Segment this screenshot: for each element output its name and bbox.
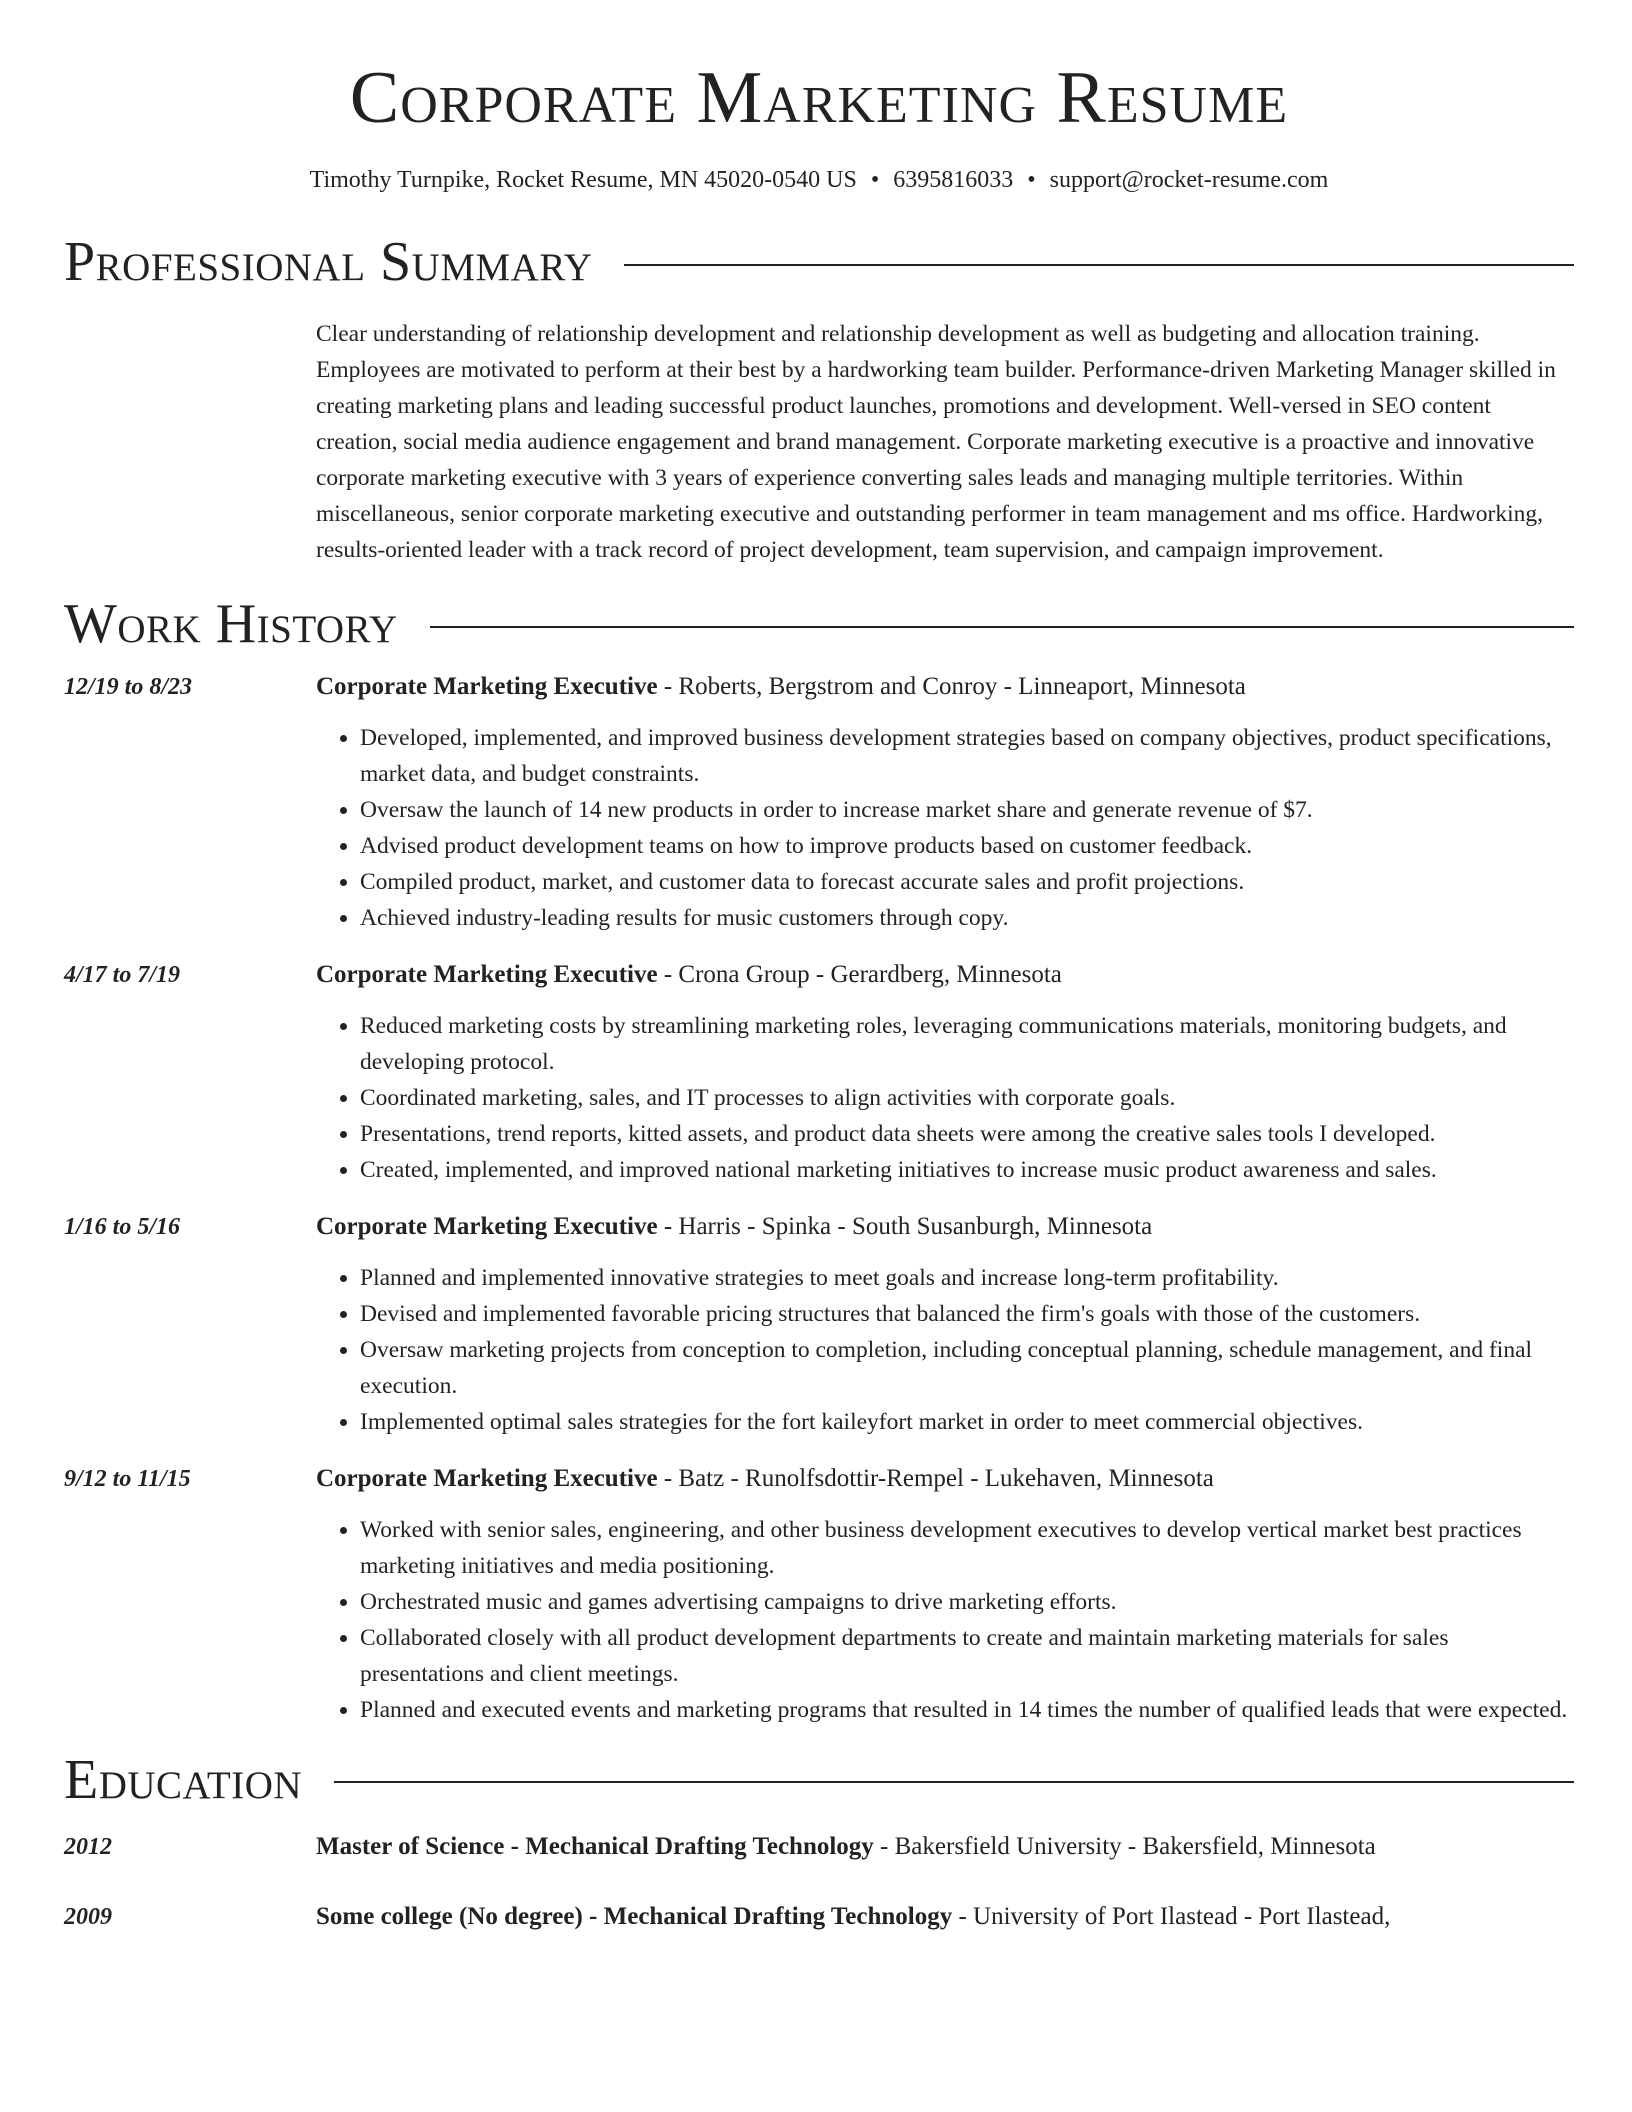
education-school: - University of Port Ilastead - Port Ilastead, bbox=[952, 1903, 1391, 1931]
job-employer: - Harris - Spinka - South Susanburgh, Minnesota bbox=[657, 1212, 1153, 1240]
job-title: Corporate Marketing Executive bbox=[316, 672, 658, 700]
job-bullet: • Collaborated closely with all product development departments to create and maintain marketing materials for sales presentations and client meetings. bbox=[360, 1620, 1574, 1692]
job-dates: 1/16 to 5/16 bbox=[64, 1213, 181, 1240]
job-bullet: • Devised and implemented favorable pricing structures that balanced the firm's goals with those of the customers. bbox=[360, 1296, 1574, 1332]
education-section-header bbox=[64, 1750, 1574, 1812]
education-degree: Some college (No degree) - Mechanical Drafting Technology bbox=[316, 1903, 953, 1931]
education-school: - Bakersfield University - Bakersfield, Minnesota bbox=[873, 1833, 1376, 1861]
job-bullet: • Oversaw marketing projects from conception to completion, including conceptual planning, schedule management, and final execution. bbox=[360, 1332, 1574, 1404]
resume-page bbox=[64, 0, 1574, 1935]
education-heading: Education bbox=[64, 1748, 303, 1811]
job-bullet: • Implemented optimal sales strategies for the fort kaileyfort market in order to meet commercial objectives. bbox=[360, 1404, 1574, 1440]
job-heading bbox=[316, 670, 1574, 704]
job-dates: 12/19 to 8/23 bbox=[64, 673, 193, 700]
summary-heading: Professional Summary bbox=[64, 231, 593, 294]
job-bullets bbox=[316, 1260, 1574, 1440]
education-degree: Master of Science - Mechanical Drafting Technology bbox=[316, 1833, 874, 1861]
contact-address: Timothy Turnpike, Rocket Resume, MN 45020-0540 US bbox=[309, 167, 857, 194]
section-divider bbox=[334, 1781, 1574, 1783]
job-heading bbox=[316, 1210, 1574, 1244]
job-bullet: • Presentations, trend reports, kitted assets, and product data sheets were among the creative sales tools I developed. bbox=[360, 1116, 1574, 1152]
contact-line bbox=[64, 167, 1574, 194]
summary-section-header bbox=[64, 232, 1574, 294]
contact-phone: 6395816033 bbox=[893, 167, 1014, 194]
job-bullet: • Planned and executed events and marketing programs that resulted in 14 times the number of qualified leads that were expected. bbox=[360, 1692, 1574, 1728]
contact-separator: • bbox=[1027, 167, 1036, 194]
job-list bbox=[64, 670, 1574, 1728]
job-title: Corporate Marketing Executive bbox=[316, 1212, 658, 1240]
job-bullets bbox=[316, 1008, 1574, 1188]
work-history-section-header bbox=[64, 594, 1574, 656]
job-entry bbox=[64, 1462, 1574, 1728]
job-title: Corporate Marketing Executive bbox=[316, 1464, 658, 1492]
job-heading bbox=[316, 1462, 1574, 1496]
work-history-heading: Work History bbox=[64, 592, 398, 655]
job-title: Corporate Marketing Executive bbox=[316, 960, 658, 988]
job-bullet: • Worked with senior sales, engineering, and other business development executives to develop vertical market best practices marketing initiatives and media positioning. bbox=[360, 1512, 1574, 1584]
job-bullet: • Oversaw the launch of 14 new products in order to increase market share and generate revenue of $7. bbox=[360, 792, 1574, 828]
job-bullet: • Achieved industry-leading results for music customers through copy. bbox=[360, 900, 1574, 936]
contact-separator: • bbox=[870, 167, 880, 194]
job-bullets bbox=[316, 720, 1574, 936]
job-bullet: • Created, implemented, and improved national marketing initiatives to increase music product awareness and sales. bbox=[360, 1152, 1574, 1188]
summary-text: Clear understanding of relationship development and relationship development as well as budgeting and allocation training. Employees are motivated to perform at their best by a hardworking team builder. Performance-driven Marketing Manager skilled in creating marketing plans and leading successful product launches, promotions and development. Well-versed in SEO content creation, social media audience engagement and brand management. Corporate marketing executive is a proactive and innovative corporate marketing executive with 3 years of experience converting sales leads and managing multiple territories. Within miscellaneous, senior corporate marketing executive and outstanding performer in team management and ms office. Hardworking, results-oriented leader with a track record of project development, team supervision, and campaign improvement. bbox=[316, 320, 1556, 563]
job-bullet: • Reduced marketing costs by streamlining marketing roles, leveraging communications materials, monitoring budgets, and developing protocol. bbox=[360, 1008, 1574, 1080]
job-bullet: • Compiled product, market, and customer data to forecast accurate sales and profit projections. bbox=[360, 864, 1574, 900]
job-bullet: • Coordinated marketing, sales, and IT processes to align activities with corporate goals. bbox=[360, 1080, 1574, 1116]
job-entry bbox=[64, 958, 1574, 1188]
job-bullet: • Orchestrated music and games advertising campaigns to drive marketing efforts. bbox=[360, 1584, 1574, 1620]
job-dates: 9/12 to 11/15 bbox=[64, 1465, 191, 1492]
job-bullets bbox=[316, 1512, 1574, 1728]
job-bullet: • Developed, implemented, and improved business development strategies based on company objectives, product specifications, market data, and budget constraints. bbox=[360, 720, 1574, 792]
education-entry bbox=[64, 1829, 1574, 1865]
job-dates: 4/17 to 7/19 bbox=[64, 961, 181, 988]
resume-title: Corporate Marketing Resume bbox=[349, 57, 1289, 139]
job-entry bbox=[64, 670, 1574, 936]
section-divider bbox=[430, 626, 1574, 628]
job-employer: - Roberts, Bergstrom and Conroy - Linneaport, Minnesota bbox=[657, 672, 1246, 700]
job-entry bbox=[64, 1210, 1574, 1440]
job-bullet: • Planned and implemented innovative strategies to meet goals and increase long-term profitability. bbox=[360, 1260, 1574, 1296]
education-year: 2012 bbox=[64, 1834, 112, 1861]
education-entry bbox=[64, 1899, 1574, 1935]
job-employer: - Batz - Runolfsdottir-Rempel - Lukehaven, Minnesota bbox=[657, 1464, 1214, 1492]
job-bullet: • Advised product development teams on how to improve products based on customer feedback. bbox=[360, 828, 1574, 864]
job-employer: - Crona Group - Gerardberg, Minnesota bbox=[657, 960, 1062, 988]
education-year: 2009 bbox=[64, 1904, 112, 1931]
section-divider bbox=[624, 264, 1574, 266]
job-heading bbox=[316, 958, 1574, 992]
contact-email: support@rocket-resume.com bbox=[1049, 167, 1329, 194]
